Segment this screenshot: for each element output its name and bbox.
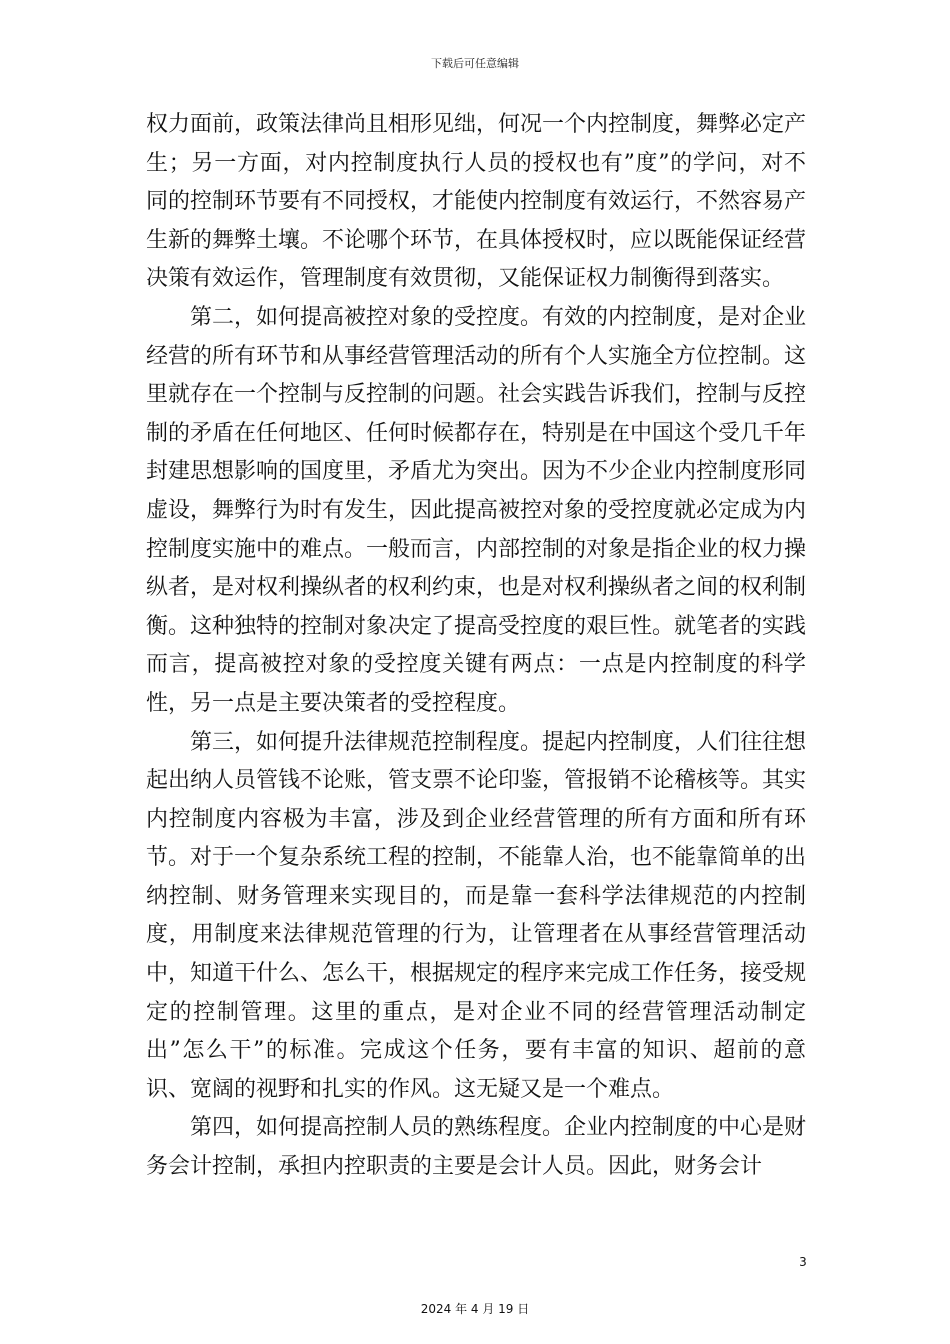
page-footer-date: 2024 年 4 月 19 日 — [420, 1302, 530, 1316]
page-number: 3 — [799, 1255, 807, 1269]
paragraph-third-point: 第三，如何提升法律规范控制程度。提起内控制度，人们往往想起出纳人员管钱不论账，管支票不论印鉴，管报销不论稽核等。其实内控制度内容极为丰富，涉及到企业经营管理的所有方面和所有环节。对于一个复杂系统工程的控制，不能靠人治，也不能靠简单的出纳控制、财务管理来实现目的，而是靠一套科学法律规范的内控制度，用制度来法律规范管理的行为，让管理者在从事经营管理活动中，知道干什么、怎么干，根据规定的程序来完成工作任务，接受规定的控制管理。这里的重点，是对企业不同的经营管理活动制定出”怎么干”的标准。完成这个任务，要有丰富的知识、超前的意识、宽阔的视野和扎实的作风。这无疑又是一个难点。 — [146, 729, 807, 1102]
page-header: 下载后可任意编辑 — [431, 57, 519, 70]
paragraph-fourth-point: 第四，如何提高控制人员的熟练程度。企业内控制度的中心是财务会计控制，承担内控职责的主要是会计人员。因此，财务会计 — [146, 1115, 807, 1180]
document-body — [146, 106, 806, 1187]
paragraph-continuation: 权力面前，政策法律尚且相形见绌，何况一个内控制度，舞弊必定产生；另一方面，对内控制度执行人员的授权也有”度”的学问，对不同的控制环节要有不同授权，才能使内控制度有效运行，不然容易产生新的舞弊土壤。不论哪个环节，在具体授权时，应以既能保证经营决策有效运作，管理制度有效贯彻，又能保证权力制衡得到落实。 — [146, 112, 807, 292]
paragraph-second-point: 第二，如何提高被控对象的受控度。有效的内控制度，是对企业经营的所有环节和从事经营管理活动的所有个人实施全方位控制。这里就存在一个控制与反控制的问题。社会实践告诉我们，控制与反控制的矛盾在任何地区、任何时候都存在，特别是在中国这个受几千年封建思想影响的国度里，矛盾尤为突出。因为不少企业内控制度形同虚设，舞弊行为时有发生，因此提高被控对象的受控度就必定成为内控制度实施中的难点。一般而言，内部控制的对象是指企业的权力操纵者，是对权利操纵者的权利约束，也是对权利操纵者之间的权利制衡。这种独特的控制对象决定了提高受控度的艰巨性。就笔者的实践而言，提高被控对象的受控度关键有两点：一点是内控制度的科学性，另一点是主要决策者的受控程度。 — [146, 304, 807, 716]
